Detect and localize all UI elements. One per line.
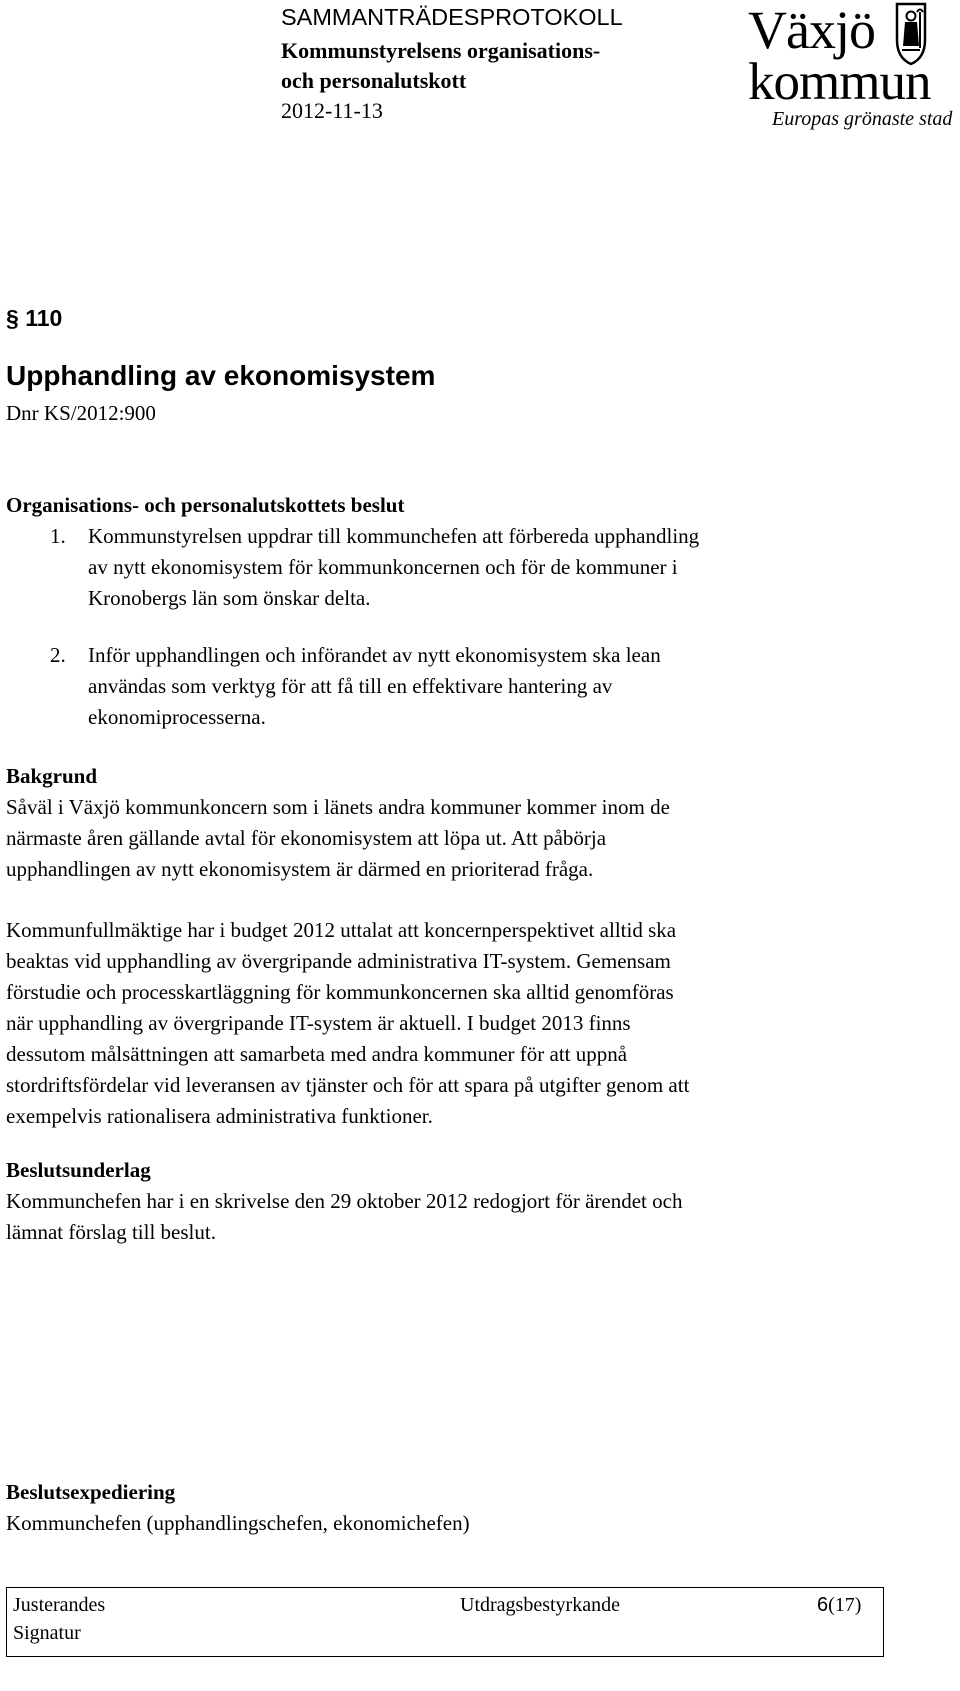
background-paragraph-2-line: när upphandling av övergripande IT-system är aktuell. I budget 2013 finns [6, 1011, 631, 1035]
background-heading: Bakgrund [6, 764, 98, 788]
page-number: 6 [817, 1594, 829, 1616]
background-paragraph-2-line: stordriftsfördelar vid leveransen av tjänster och för att spara på utgifter genom att [6, 1073, 690, 1097]
basis-heading: Beslutsunderlag [6, 1158, 151, 1182]
section-number [6, 302, 62, 334]
background-paragraph-2-line: beaktas vid upphandling av övergripande administrativa IT-system. Gemensam [6, 949, 671, 973]
basis-line: lämnat förslag till beslut. [6, 1220, 216, 1244]
decision-item-1 [0, 521, 960, 614]
background-paragraph-1-line: närmaste åren gällande avtal för ekonomisystem att löpa ut. Att påbörja [6, 826, 607, 850]
background-paragraph-1-line: Såväl i Växjö kommunkoncern som i länets andra kommuner kommer inom de [6, 795, 670, 819]
adjusters-label: Justerandes [13, 1594, 106, 1616]
section-number-value: 110 [25, 305, 63, 331]
background-paragraph-1-line: upphandlingen av nytt ekonomisystem är därmed en prioriterad fråga. [6, 857, 594, 881]
document-type-title: SAMMANTRÄDESPROTOKOLL [281, 4, 623, 30]
decision-item-2 [0, 640, 960, 733]
committee-name-line-2: och personalutskott [281, 68, 467, 93]
decision-item-number: 2. [50, 643, 66, 667]
diary-number: Dnr KS/2012:900 [6, 401, 156, 425]
background-paragraph-2-line: exempelvis rationalisera administrativa funktioner. [6, 1104, 433, 1128]
page-total: (17) [828, 1594, 862, 1616]
decision-item-number: 1. [50, 524, 66, 548]
logo-name-line-1: Växjö [748, 0, 875, 60]
dispatch-heading: Beslutsexpediering [6, 1480, 176, 1504]
background-paragraph-2-line: dessutom målsättningen att samarbeta med andra kommuner för att uppnå [6, 1042, 628, 1066]
meeting-date: 2012-11-13 [281, 98, 383, 123]
committee-name-line-1: Kommunstyrelsens organisations- [281, 38, 601, 63]
decision-item-line: av nytt ekonomisystem för kommunkoncernen och för de kommuner i [88, 555, 678, 579]
decision-heading: Organisations- och personalutskottets beslut [6, 493, 405, 517]
vaxjo-kommun-logo [748, 0, 960, 135]
signature-footer-box [6, 1587, 884, 1657]
section-sign: § [6, 305, 26, 331]
basis-line: Kommunchefen har i en skrivelse den 29 oktober 2012 redogjort för ärendet och [6, 1189, 683, 1213]
background-paragraph-2-line: Kommunfullmäktige har i budget 2012 uttalat att koncernperspektivet alltid ska [6, 918, 677, 942]
extract-certification-label: Utdragsbestyrkande [460, 1594, 620, 1616]
logo-slogan: Europas grönaste stad [772, 108, 953, 130]
decision-item-line: Kommunstyrelsen uppdrar till kommunchefen att förbereda upphandling [88, 524, 700, 548]
page-counter [817, 1592, 861, 1619]
decision-item-line: Kronobergs län som önskar delta. [88, 586, 371, 610]
dispatch-recipients: Kommunchefen (upphandlingschefen, ekonomichefen) [6, 1511, 470, 1535]
section-title: Upphandling av ekonomisystem [6, 360, 436, 391]
logo-name-line-2: kommun [748, 53, 931, 111]
decision-item-line: användas som verktyg för att få till en effektivare hantering av [88, 674, 613, 698]
decision-item-line: ekonomiprocesserna. [88, 705, 266, 729]
background-paragraph-2-line: förstudie och processkartläggning för kommunkoncernen ska alltid genomföras [6, 980, 674, 1004]
decision-item-line: Inför upphandlingen och införandet av nytt ekonomisystem ska lean [88, 643, 661, 667]
signature-label: Signatur [13, 1622, 81, 1644]
